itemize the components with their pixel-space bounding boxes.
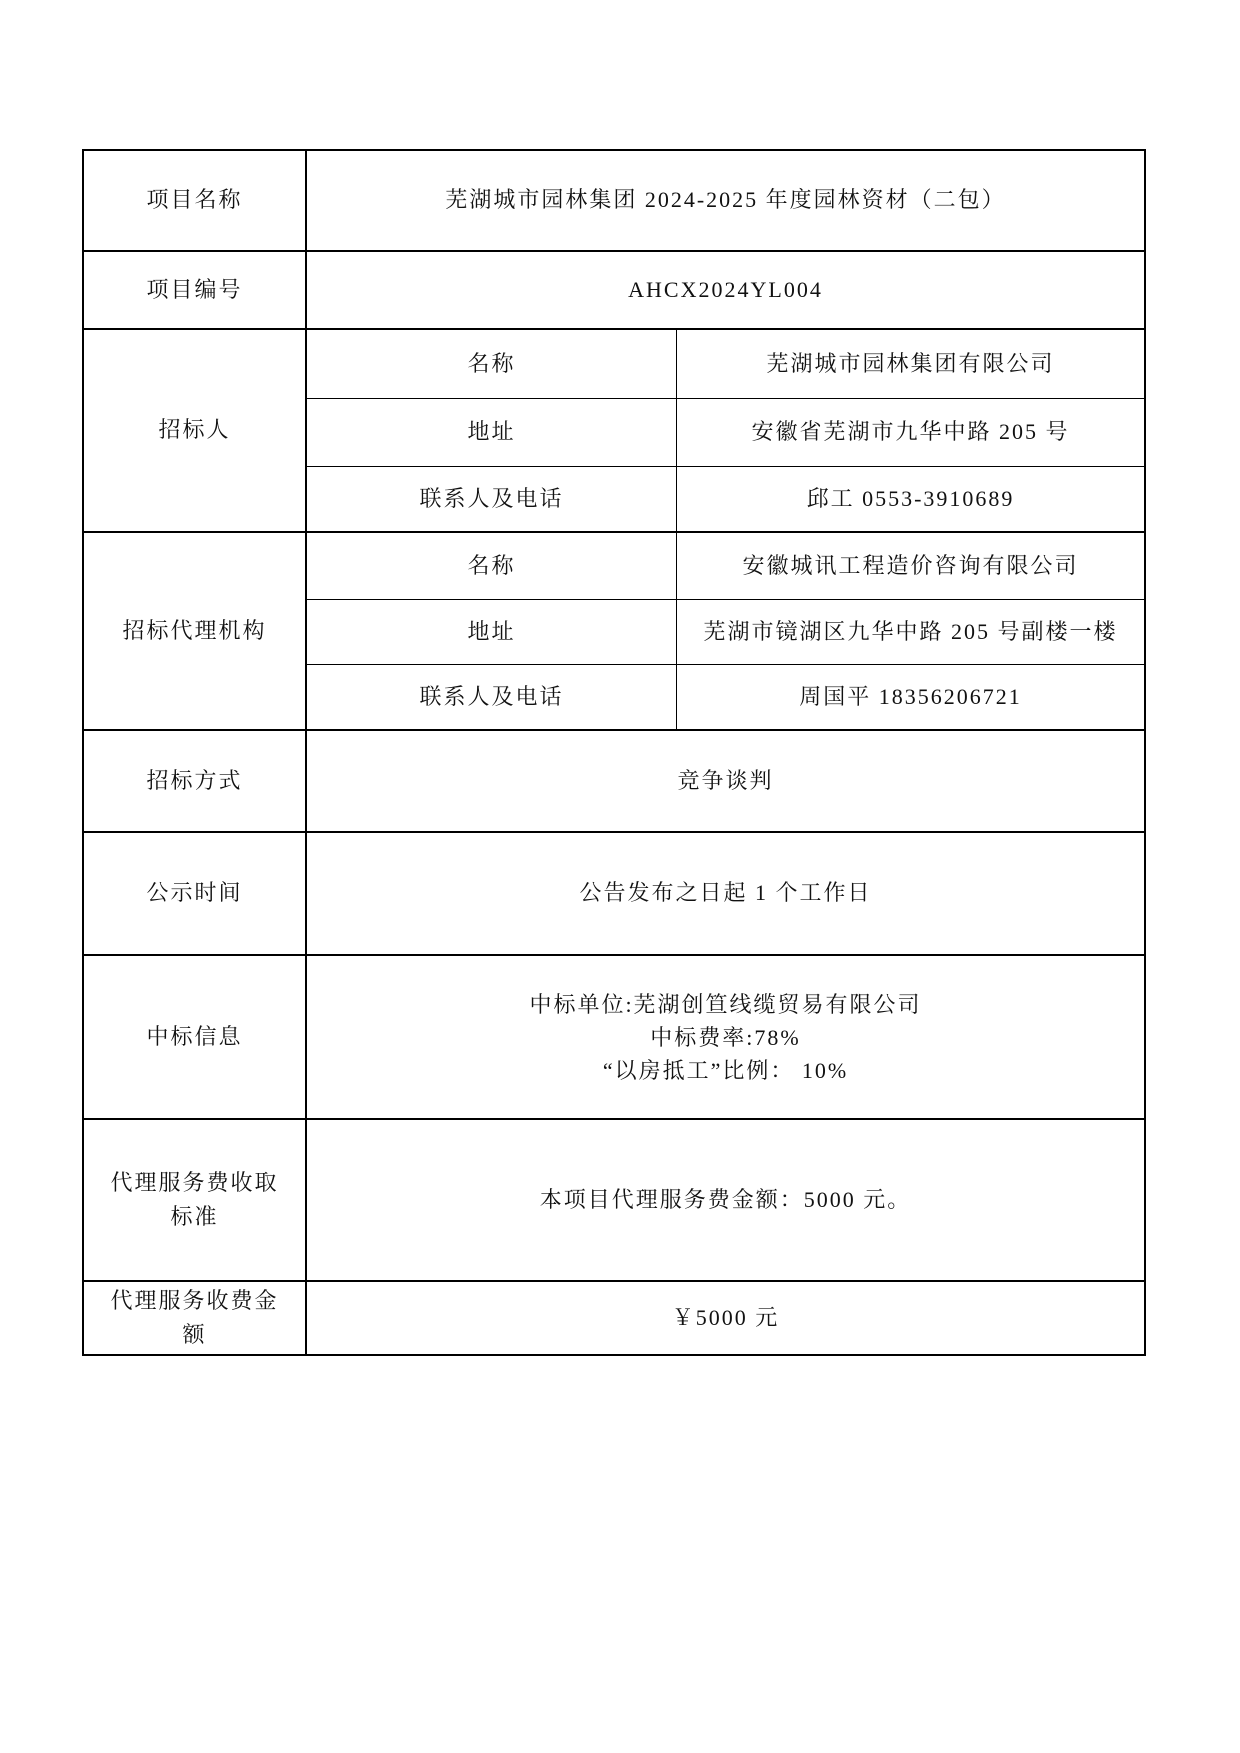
row-value xyxy=(307,252,1144,328)
project-info-table xyxy=(82,149,1146,1356)
table-subrow-name xyxy=(307,330,1144,398)
subrow-value xyxy=(677,533,1144,599)
row-value-text: 竞争谈判 xyxy=(677,767,774,793)
row-value xyxy=(307,956,1144,1118)
row-value xyxy=(307,151,1144,250)
row-label-text: 招标方式 xyxy=(146,767,243,793)
subrow-label xyxy=(307,467,677,531)
row-label-text: 中标信息 xyxy=(146,1023,243,1049)
agency-subrows xyxy=(307,533,1144,729)
award-ratio-line: “以房抵工”比例： 10% xyxy=(602,1057,849,1083)
row-value-text: 本项目代理服务费金额：5000 元。 xyxy=(539,1186,912,1212)
row-value xyxy=(307,833,1144,954)
row-value xyxy=(307,1120,1144,1280)
subrow-value-text: 安徽城讯工程造价咨询有限公司 xyxy=(742,552,1079,578)
subrow-value xyxy=(677,600,1144,664)
row-label-text: 招标代理机构 xyxy=(122,617,267,643)
subrow-label-text: 联系人及电话 xyxy=(419,683,564,709)
table-subrow-contact xyxy=(307,466,1144,531)
subrow-value-text: 芜湖市镜湖区九华中路 205 号副楼一楼 xyxy=(703,618,1118,644)
subrow-value-text: 安徽省芜湖市九华中路 205 号 xyxy=(751,419,1070,445)
subrow-label-text: 联系人及电话 xyxy=(419,485,564,511)
row-value xyxy=(307,1282,1144,1354)
subrow-value xyxy=(677,467,1144,531)
table-row-publicity-period xyxy=(84,831,1144,954)
table-subrow-address xyxy=(307,599,1144,664)
table-row-agency-fee-standard xyxy=(84,1118,1144,1280)
tenderer-subrows xyxy=(307,330,1144,531)
row-label xyxy=(84,533,307,729)
row-label xyxy=(84,1120,307,1280)
table-subrow-address xyxy=(307,398,1144,466)
subrow-value-text: 邱工 0553-3910689 xyxy=(806,485,1015,511)
table-row-tenderer xyxy=(84,328,1144,531)
row-label-text: 代理服务费收取标准 xyxy=(110,1169,279,1229)
award-rate-line: 中标费率:78% xyxy=(650,1024,801,1050)
subrow-label-text: 名称 xyxy=(467,552,516,578)
table-subrow-name xyxy=(307,533,1144,599)
subrow-value xyxy=(677,665,1144,729)
table-subrow-contact xyxy=(307,664,1144,729)
row-label xyxy=(84,731,307,831)
subrow-value xyxy=(677,399,1144,466)
row-label xyxy=(84,1282,307,1354)
subrow-label-text: 地址 xyxy=(467,618,516,644)
subrow-label-text: 名称 xyxy=(467,350,516,376)
row-value-text: ￥5000 元 xyxy=(671,1304,780,1330)
subrow-label xyxy=(307,330,677,398)
subrow-label-text: 地址 xyxy=(467,419,516,445)
row-label-text: 招标人 xyxy=(158,417,231,443)
table-row-project-name xyxy=(84,151,1144,250)
table-row-agency-fee-amount xyxy=(84,1280,1144,1354)
row-value xyxy=(307,731,1144,831)
row-label xyxy=(84,252,307,328)
subrow-label xyxy=(307,665,677,729)
table-row-bidding-method xyxy=(84,729,1144,831)
row-label-text: 项目编号 xyxy=(146,276,243,302)
subrow-label xyxy=(307,533,677,599)
row-label-text: 公示时间 xyxy=(146,880,243,906)
subrow-label xyxy=(307,399,677,466)
row-value-text: 公告发布之日起 1 个工作日 xyxy=(579,880,872,906)
row-label xyxy=(84,956,307,1118)
row-label xyxy=(84,151,307,250)
row-label xyxy=(84,833,307,954)
row-value-text: AHCX2024YL004 xyxy=(628,276,823,302)
table-row-project-number xyxy=(84,250,1144,328)
subrow-value xyxy=(677,330,1144,398)
table-row-award-info xyxy=(84,954,1144,1118)
table-row-agency xyxy=(84,531,1144,729)
subrow-value-text: 周国平 18356206721 xyxy=(799,683,1022,709)
subrow-value-text: 芜湖城市园林集团有限公司 xyxy=(766,350,1055,376)
row-label xyxy=(84,330,307,531)
row-label-text: 代理服务收费金额 xyxy=(110,1287,279,1347)
row-label-text: 项目名称 xyxy=(146,187,243,213)
award-winner-line: 中标单位:芜湖创笪线缆贸易有限公司 xyxy=(529,991,922,1017)
subrow-label xyxy=(307,600,677,664)
row-value-text: 芜湖城市园林集团 2024-2025 年度园林资材（二包） xyxy=(445,187,1006,213)
